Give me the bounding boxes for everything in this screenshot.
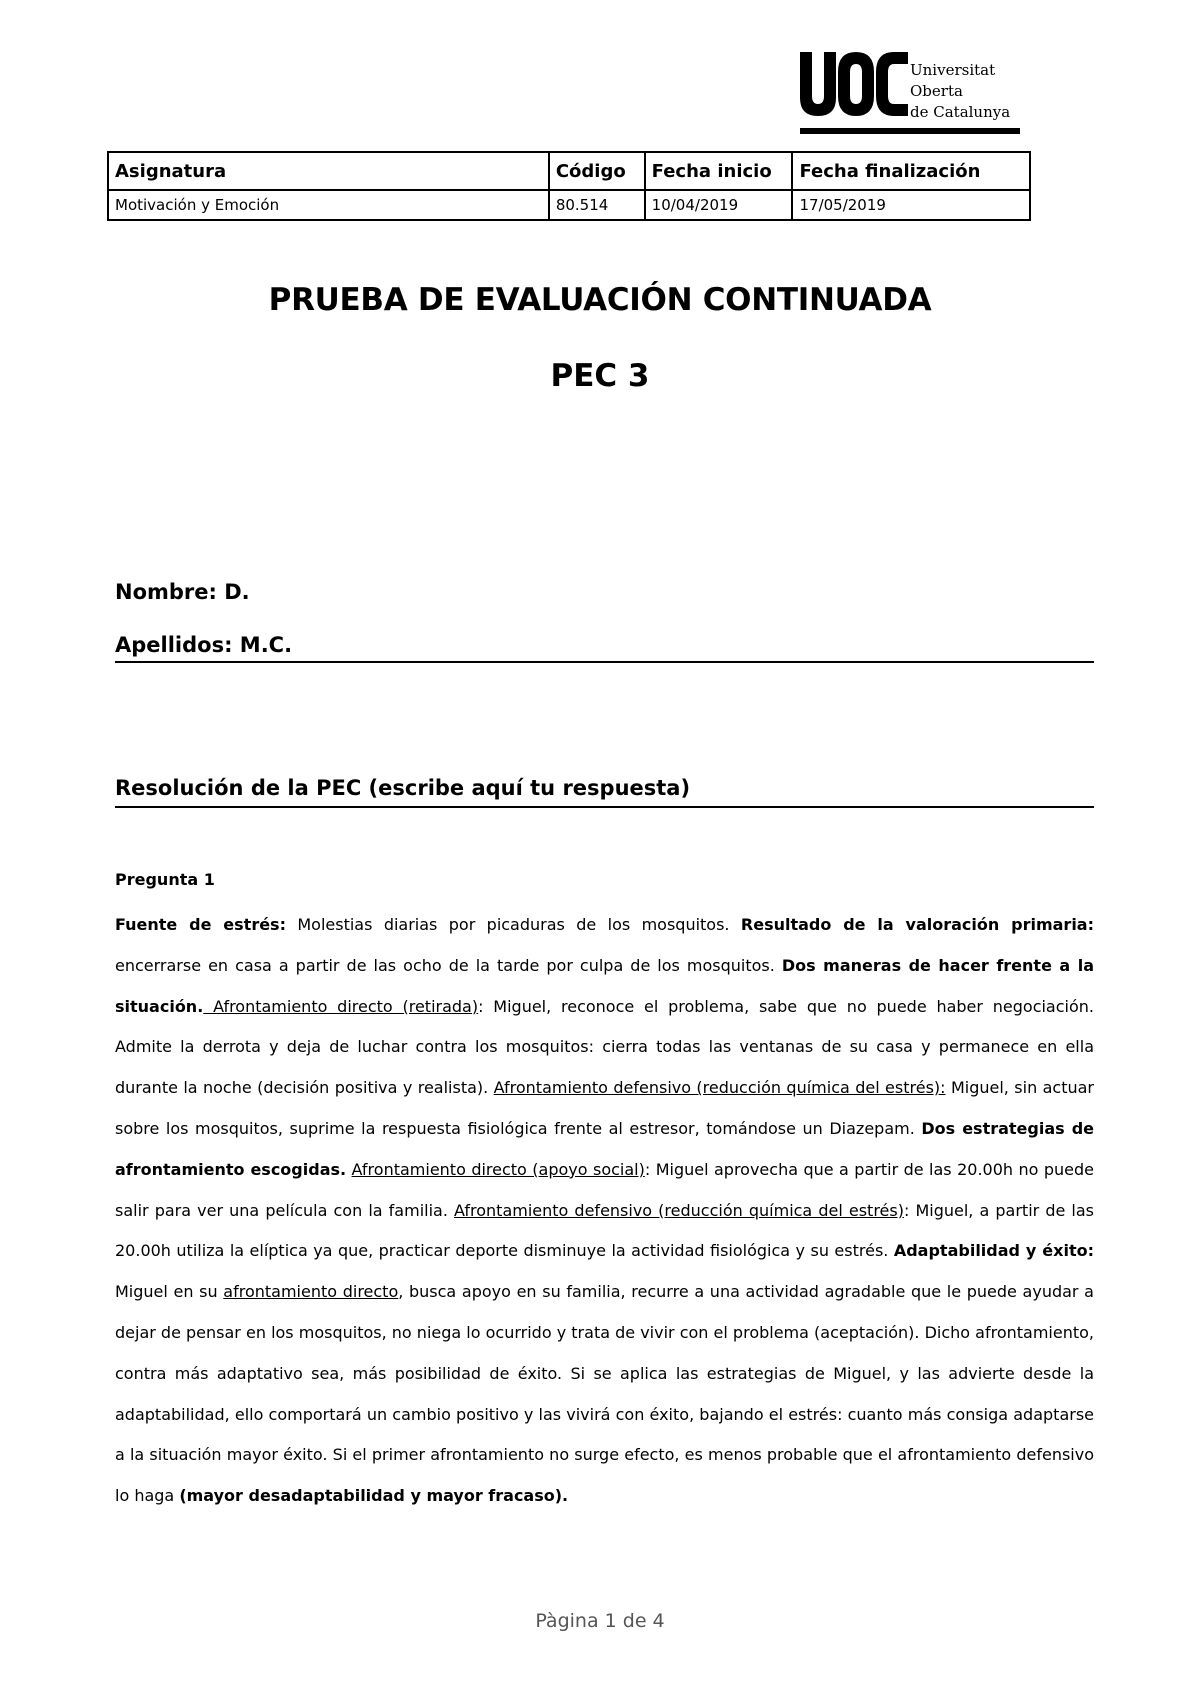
logo-line-2: Oberta [910,82,963,100]
subject-info-table [107,151,1031,221]
answer-underlined-segment: Afrontamiento directo (apoyo social) [351,1159,645,1179]
header-asignatura: Asignatura [108,152,549,190]
answer-underlined-segment: Afrontamiento directo (retirada) [203,996,479,1016]
answer-underlined-segment: afrontamiento directo [223,1282,399,1302]
value-codigo: 80.514 [549,190,645,220]
answer-text-segment: : Miguel, reconoce el problema, sabe que no puede haber negociación. Admite la derrota y deja de luchar contra los mosquitos: cierra todas las ventanas de su casa y permanece en ella durante la noche (decisión positiva y realista). [115,996,1094,1098]
answer-underlined-segment: Afrontamiento defensivo (reducción química del estrés) [454,1200,904,1220]
logo-line-3: de Catalunya [910,103,1011,121]
value-fecha-finalizacion: 17/05/2019 [792,190,1030,220]
uoc-logo [800,52,1020,136]
divider [115,806,1094,808]
answer-bold-segment: Dos estrategias de afrontamiento escogidas. [115,1118,1094,1179]
answer-bold-segment: Dos maneras de hacer frente a la situación. [115,955,1095,1016]
answer-underlined-segment: Afrontamiento defensivo (reducción química del estrés): [493,1078,946,1098]
answer-text-segment: Miguel en su [115,1282,224,1302]
uoc-logo-wordmark [910,60,1010,123]
table-row [108,190,1030,220]
header-codigo: Código [549,152,645,190]
header-fecha-finalizacion: Fecha finalización [792,152,1030,190]
student-name: Nombre: D. [115,580,250,604]
answer-text-segment: : Miguel, a partir de las 20.00h utiliza la elíptica ya que, practicar deporte disminuye la actividad fisiológica y su estrés. [115,1200,1095,1261]
uoc-logo-mark-icon [800,52,908,124]
page-title: PRUEBA DE EVALUACIÓN CONTINUADA [268,282,932,318]
table-header-row [108,152,1030,190]
answer-text-segment: Molestias diarias por picaduras de los mosquitos. [285,915,741,934]
page-subtitle: PEC 3 [550,358,650,394]
value-asignatura: Motivación y Emoción [108,190,549,220]
answer-text-segment: encerrarse en casa a partir de las ocho de la tarde por culpa de los mosquitos. [115,955,782,975]
page-number: Pàgina 1 de 4 [535,1610,665,1632]
answer-text-segment: : Miguel aprovecha que a partir de las 20.00h no puede salir para ver una película con la familia. [115,1159,1094,1220]
answer-bold-segment: Fuente de estrés: [115,915,286,934]
value-fecha-inicio: 10/04/2019 [645,190,793,220]
answer-bold-segment: Resultado de la valoración primaria: [740,915,1095,934]
answer-bold-segment: Adaptabilidad y éxito: [893,1241,1095,1261]
header-fecha-inicio: Fecha inicio [645,152,793,190]
answer-bold-segment: (mayor desadaptabilidad y mayor fracaso). [179,1486,569,1506]
logo-underline [800,128,1020,134]
student-surname: Apellidos: M.C. [115,633,293,657]
answer-text-segment: Miguel, sin actuar sobre los mosquitos, suprime la respuesta fisiológica frente al estresor, tomándose un Diazepam. [115,1078,1095,1138]
question-label: Pregunta 1 [115,870,215,889]
divider [115,661,1094,663]
logo-line-1: Universitat [910,61,996,79]
answer-text-segment: , busca apoyo en su familia, recurre a una actividad agradable que le puede ayudar a dejar de pensar en los mosquitos, no niega lo ocurrido y trata de vivir con el problema (aceptación). Dicho afrontamiento, contra más adaptativo sea, más posibilidad de éxito. Si se aplica las estrategias de Miguel, y las advierte desde la adaptabilidad, ello comportará un cambio positivo y las vivirá con éxito, bajando el estrés: cuanto más consiga adaptarse a la situación mayor éxito. Si el primer afrontamiento no surge efecto, es menos probable que el afrontamiento defensivo lo haga [115,1282,1094,1506]
answer-text [115,905,1094,1517]
section-title: Resolución de la PEC (escribe aquí tu respuesta) [115,776,691,800]
